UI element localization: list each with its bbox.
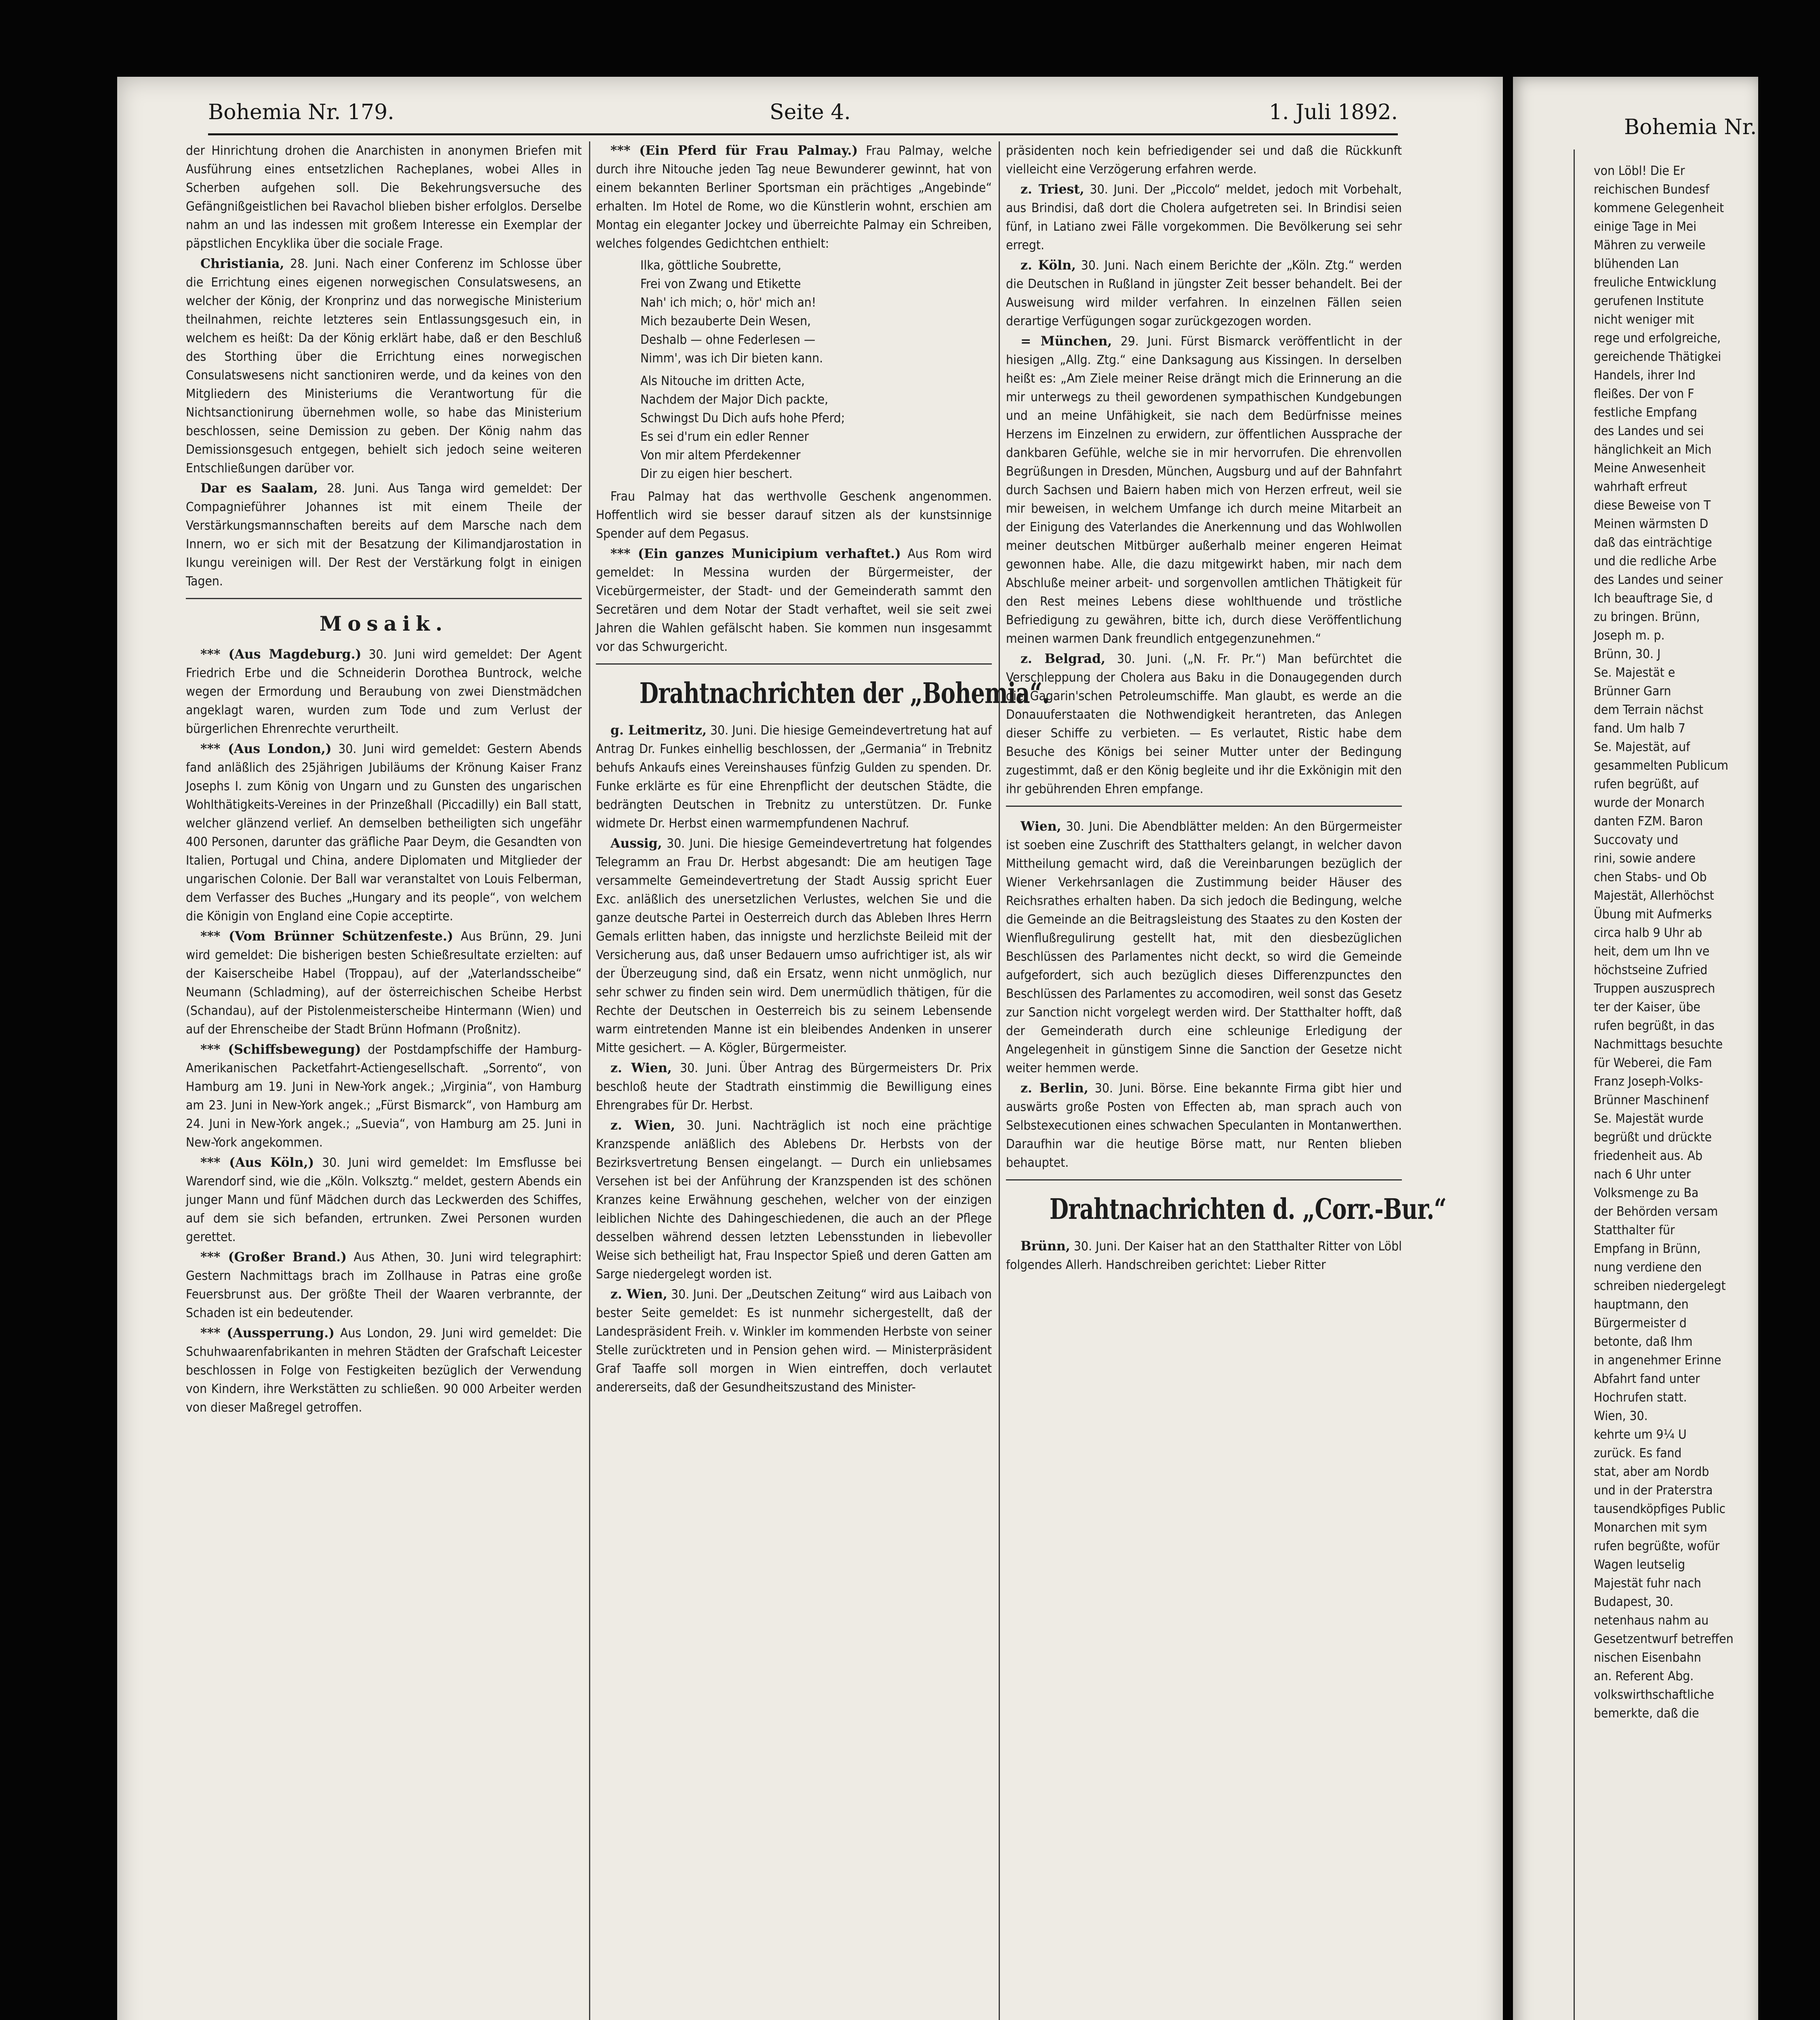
next-page-line: des Landes und seiner [1594,572,1723,587]
next-page-line: begrüßt und drückte [1594,1130,1712,1145]
next-page-line: Monarchen mit sym [1594,1520,1707,1535]
column-2 [596,141,1050,2020]
next-page-line: Wagen leutselig [1594,1557,1685,1572]
poem-line: Es sei d'rum ein edler Renner [640,429,809,444]
next-page-line: nung verdiene den [1594,1260,1702,1275]
telegram-continuation: präsidenten noch kein befriedigender sei und daß die Rückkunft vielleicht eine Verzögerung erfahren werde. [1006,143,1402,177]
poem-line: Ilka, göttliche Soubrette, [640,258,782,273]
masthead-rule [208,133,1398,135]
poem-line: Schwingst Du Dich aufs hohe Pferd; [640,411,845,425]
telegram-triest: z. Triest, 30. Juni. Der „Piccolo“ meldet, jedoch mit Vorbehalt, aus Brindisi, daß dort die Cholera aufgetreten sei. In Brindisi seien fünf, in Latiano zwei Fälle vorgekommen. Die Bevölkerung sei sehr erregt. [1006,182,1402,253]
poem-line: Nah' ich mich; o, hör' mich an! [640,295,816,310]
next-page-line: Franz Joseph-Volks- [1594,1074,1703,1089]
next-page-line: daß das einträchtige [1594,535,1712,550]
next-page-line: chen Stabs- und Ob [1594,870,1707,884]
section-heading-drahtnachrichten-corr-bur: Drahtnachrichten d. „Corr.-Bur.“ [1049,1192,1447,1226]
next-page-line: gesammelten Publicum [1594,758,1729,773]
next-page-line: Se. Majestät e [1594,665,1675,680]
next-page-line: bemerkte, daß die [1594,1706,1699,1721]
next-page-line: Brünner Garn [1594,684,1671,699]
next-page-line: dem Terrain nächst [1594,703,1704,717]
next-page-line: ter der Kaiser, übe [1594,1000,1700,1014]
next-page-line: stat, aber am Nordb [1594,1464,1709,1479]
article-dar-es-saalam: Dar es Saalam, 28. Juni. Aus Tanga wird gemeldet: Der Compagnieführer Johannes ist mit einem Theile der Verstärkungsmannschaften bereits auf dem Marsche nach dem Innern, wo er sich mit der Besatzung der Kilimandjarostation in Ikungu vereinigen will. Der Rest der Verstärkung folgt in einigen Tagen. [186,481,582,589]
next-page-line: friedenheit aus. Ab [1594,1149,1703,1163]
next-page-line: kehrte um 9¼ U [1594,1427,1687,1442]
next-page-line: tausendköpfiges Public [1594,1502,1726,1516]
next-page-line: zurück. Es fand [1594,1446,1682,1460]
next-page-column [1594,162,1820,2020]
item-aussperrung: *** (Aussperrung.) Aus London, 29. Juni wird gemeldet: Die Schuhwaarenfabrikanten in mehren Städten der Grafschaft Leicester beschlossen in Folge von Festigkeiten bezüglich der Verwendung von Kindern, ihre Werkstätten zu schließen. 90 000 Arbeiter werden von dieser Maßregel getroffen. [186,1326,582,1415]
item-grosser-brand: *** (Großer Brand.) Aus Athen, 30. Juni wird telegraphirt: Gestern Nachmittags brach im Zollhause in Patras eine große Feuersbrunst aus. Der größte Theil der Waaren verbrannte, der Schaden ist ein bedeutender. [186,1250,582,1320]
next-page-line: Übung mit Aufmerks [1594,907,1712,922]
item-schiffsbewegung: *** (Schiffsbewegung) der Postdampfschiffe der Hamburg-Amerikanischen Packetfahrt-Actiengesellschaft. „Sorrento“, von Hamburg am 19. Juni in New-York angek.; „Virginia“, von Hamburg am 23. Juni in New-York angek.; „Fürst Bismarck“, von Hamburg am 24. Juni in New-York angek.; „Suevia“, von Hamburg am 25. Juni in New-York angekommen. [186,1042,582,1150]
next-page-line: wahrhaft erfreut [1594,480,1687,494]
section-rule [596,663,992,665]
next-page-line: nach 6 Uhr unter [1594,1167,1691,1182]
next-page-line: schreiben niedergelegt [1594,1279,1726,1293]
next-page-line: und die redliche Arbe [1594,554,1717,568]
next-page-line: nicht weniger mit [1594,312,1694,327]
telegram-berlin: z. Berlin, 30. Juni. Börse. Eine bekannte Firma gibt hier und auswärts große Posten von Effecten ab, man sprach auch von Selbstexecutionen eines schwachen Speculanten in Montanwerthen. Daraufhin war die heutige Börse matt, nur Renten blieben behauptet. [1006,1081,1402,1170]
next-page-line: hauptmann, den [1594,1297,1689,1312]
next-page-line: Volksmenge zu Ba [1594,1186,1699,1200]
next-page-line: netenhaus nahm au [1594,1613,1709,1628]
next-page-line: des Landes und sei [1594,424,1704,438]
poem-line: Von mir altem Pferdekenner [640,448,801,463]
next-page-line: Statthalter für [1594,1223,1675,1237]
next-page-line: Bürgermeister d [1594,1316,1687,1330]
column-rule [589,141,590,2020]
next-page-line: rini, sowie andere [1594,851,1696,866]
poem-line: Nimm', was ich Dir bieten kann. [640,351,823,366]
next-page-line: Meine Anwesenheit [1594,461,1706,476]
next-page-line: Nachmittags besuchte [1594,1037,1723,1052]
next-page-line: freuliche Entwicklung [1594,275,1717,290]
telegram-aussig: Aussig, 30. Juni. Die hiesige Gemeindevertretung hat folgendes Telegramm an Frau Dr. Herbst abgesandt: Die am heutigen Tage versammelte Gemeindevertretung der Stadt Aussig spricht Euer Exc. anläßlich des unersetzlichen Verlustes, welchen Sie und die ganze deutsche Partei in Oesterreich durch das Ableben Ihres Herrn Gemals erlitten haben, das innigste und herzlichste Beileid mit der Versicherung aus, daß unser Bedauern umso aufrichtiger ist, als wir der Überzeugung sind, daß ein Ersatz, wenn nicht unmöglich, nur sehr schwer zu finden sein wird. Dem unermüdlich thätigen, für die Rechte der Deutschen in Oesterreich bis zu seinem Lebensende warm eintretenden Manne ist ein bleibendes Andenken in unserer Mitte gesichert. — A. Kögler, Bürgermeister. [596,836,992,1055]
telegram-wien: Wien, 30. Juni. Die Abendblätter melden: An den Bürgermeister ist soeben eine Zuschrift des Statthalters gelangt, in welcher davon Mittheilung gemacht wird, daß die Vereinbarungen bezüglich der Wiener Verkehrsanlagen die Zustimmung beider Häuser des Reichsrathes erhalten haben. Da sich jedoch die Bedingung, welche die Gemeinde an die Beitragsleistung des Staates zu den Kosten der Wienflußregulirung gestellt hat, mit den diesbezüglichen Beschlüssen des Parlamentes nicht deckt, so wird die Gemeinde aufgefordert, sich auch bezüglich dieses Differenzpunctes den Beschlüssen des Parlamentes zu accomodiren, weil sonst das Gesetz zur Sanction nicht vorgelegt werden wird. Der Statthalter hofft, daß der Gemeinderath durch eine schleunige Erledigung der Angelegenheit in günstigem Sinne die Sanction der Gesetze nicht weiter hemmen werde. [1006,819,1402,1075]
next-page-line: zu bringen. Brünn, [1594,610,1700,624]
next-page-line: Abfahrt fand unter [1594,1372,1700,1386]
next-page-line: Mähren zu verweile [1594,238,1706,253]
masthead [208,100,1398,133]
next-page-line: Budapest, 30. [1594,1595,1674,1609]
masthead-date: 1. Juli 1892. [1269,100,1398,124]
section-rule [1006,1179,1402,1180]
section-heading-drahtnachrichten-bohemia: Drahtnachrichten der „Bohemia“. [639,676,1050,710]
next-page-line: der Behörden versam [1594,1204,1718,1219]
next-page-line: rege und erfolgreiche, [1594,331,1721,345]
article-continuation: der Hinrichtung drohen die Anarchisten in anonymen Briefen mit Ausführung eines entsetzlichen Racheplanes, wobei Alles in Scherben aufgehen soll. Die Bekehrungsversuche des Gefängnißgeistlichen bei Ravachol blieben bisher erfolglos. Derselbe nahm an und las indessen mit großem Interesse ein Exemplar der päpstlichen Encyklika über die sociale Frage. [186,143,582,251]
next-page-line: heit, dem um Ihn ve [1594,944,1710,959]
telegram-wien-1: z. Wien, 30. Juni. Über Antrag des Bürgermeisters Dr. Prix beschloß heute der Stadtrath einstimmig die Bewilligung eines Ehrengrabes für Dr. Herbst. [596,1060,992,1113]
next-page-line: Succovaty und [1594,833,1679,847]
poem-line: Dir zu eigen hier beschert. [640,467,793,481]
next-page-line: Gesetzentwurf betreffen [1594,1632,1734,1646]
poem-line: Frei von Zwang und Etikette [640,277,801,291]
column-3 [1006,141,1447,2020]
next-page-line: Brünn, 30. J [1594,647,1661,661]
column-rule [999,141,1000,2020]
next-page-line: circa halb 9 Uhr ab [1594,926,1702,940]
article-christiania: Christiania, 28. Juni. Nach einer Conferenz im Schlosse über die Errichtung eines eigenen norwegischen Consulatswesens, an welcher der König, der Kronprinz und das norwegische Ministerium theilnahmen, reichte letzteres sein Entlassungsgesuch ein, in welchem es heißt: Da der König erklärt habe, daß er den Beschluß des Storthing über die Errichtung eines norwegischen Consulatswesens nicht sanctioniren werde, und da keines von den Mitgliedern des Ministeriums die Verantwortung für die Nichtsanctionirung übernehmen wolle, so habe das Ministerium beschlossen, seine Demission zu geben. Der König nahm das Demissionsgesuch entgegen, behielt sich jedoch seine weiteren Entschließungen darüber vor. [186,256,582,476]
next-page-line: danten FZM. Baron [1594,814,1703,829]
column-1 [186,141,582,2020]
next-page-line: wurde der Monarch [1594,795,1705,810]
next-page-line: betonte, daß Ihm [1594,1334,1693,1349]
next-page-line: nischen Eisenbahn [1594,1650,1701,1665]
next-page-line: an. Referent Abg. [1594,1669,1694,1683]
poem-stanza-2 [640,372,992,483]
next-page-line: rufen begrüßte, wofür [1594,1539,1720,1553]
next-page-line: gereichende Thätigkei [1594,349,1721,364]
dateline: Dar es Saalam, [200,481,318,496]
poem-line: Deshalb — ohne Federlesen — [640,332,816,347]
next-page-line: gerufenen Institute [1594,294,1704,308]
next-page-line: blühenden Lan [1594,257,1679,271]
next-page-masthead: Bohemia Nr. [1624,115,1757,139]
next-page-line: fleißes. Der von F [1594,387,1694,401]
next-page-line: diese Beweise von T [1594,498,1711,513]
poem-line: Mich bezauberte Dein Wesen, [640,314,811,328]
next-page-line: festliche Empfang [1594,405,1697,420]
newspaper-page [117,77,1503,2020]
next-page-line: Wien, 30. [1594,1409,1648,1423]
dateline: Christiania, [200,256,284,271]
next-page-line: Meinen wärmsten D [1594,517,1708,531]
item-magdeburg: *** (Aus Magdeburg.) 30. Juni wird gemeldet: Der Agent Friedrich Erbe und die Schneiderin Dorothea Buntrock, welche wegen der Ermordung und Beraubung von zwei Dienstmädchen angeklagt waren, wurden zum Tode und zum Verlust der bürgerlichen Ehrenrechte verurtheilt. [186,647,582,736]
next-page-edge [1513,77,1758,2020]
next-page-line: Se. Majestät, auf [1594,740,1690,754]
next-page-line: hänglichkeit an Mich [1594,442,1712,457]
next-page-line: Joseph m. p. [1594,628,1665,643]
next-page-line: für Weberei, die Fam [1594,1056,1712,1070]
next-page-line: höchstseine Zufried [1594,963,1708,977]
section-heading-mosaik: Mosaik. [319,612,448,635]
next-page-line: einige Tage in Mei [1594,219,1697,234]
next-page-line: von Löbl! Die Er [1594,164,1685,178]
item-london: *** (Aus London,) 30. Juni wird gemeldet: Gestern Abends fand anläßlich des 25jährigen Jubiläums der Krönung Kaiser Franz Josephs I. zum König von Ungarn und zu Gunsten des ungarischen Wohlthätigkeits-Vereines in der Prinzeßhall (Piccadilly) ein Ball statt, welcher glänzend verlief. An demselben betheiligten sich ungefähr 400 Personen, darunter das gräfliche Paar Deym, die Gesandten von Italien, Portugal und China, andere Diplomaten und Mitglieder der ungarischen Colonie. Der Ball war veranstaltet von Louis Felberman, dem Verfasser des Buches „Hungary and its people“, von welchem die Königin von England eine Copie acceptirte. [186,741,582,924]
poem-stanza-1 [640,256,992,368]
item-municipium: *** (Ein ganzes Municipium verhaftet.) Aus Rom wird gemeldet: In Messina wurden der Bürgermeister, der Vicebürgermeister, der Stadt- und der Gemeinderath sammt den Secretären und dem Notar der Stadt verhaftet, weil sie seit zwei Jahren die Wahlen gefälscht haben. Sie kommen nun insgesammt vor das Schwurgericht. [596,546,992,654]
telegram-muenchen: = München, 29. Juni. Fürst Bismarck veröffentlicht in der hiesigen „Allg. Ztg.“ eine Danksagung aus Kissingen. In derselben heißt es: „Am Ziele meiner Reise drängt mich die Erinnerung an die mir unterwegs zu theil gewordenen sympathischen Kundgebungen und an meine Unfähigkeit, sie nach dem Bedürfnisse meines Herzens im Einzelnen zu erwidern, zur öffentlichen Aussprache der dankbaren Gefühle, welche sie in mir hervorrufen. Die ehrenvollen Begrüßungen in Dresden, München, Augsburg und auf der Bahnfahrt durch Sachsen und Baiern haben mich von Herzen erfreut, weil sie mir beweisen, in welchem Umfange ich durch meine Mitarbeit an der Einigung des Vaterlandes die Anerkennung und das Wohlwollen meiner deutschen Mitbürger außerhalb meiner engeren Heimat gewonnen habe. Alle, die dazu mitgewirkt haben, mir nach dem Abschluße meiner arbeit- und sorgenvollen amtlichen Thätigkeit für den Rest meines Lebens diese wohlthuende und tröstliche Befriedigung zu gewähren, bitte ich, durch diese Veröffentlichung meinen warmen Dank freundlich entgegenzunehmen.“ [1006,334,1402,646]
next-page-line: Ich beauftrage Sie, d [1594,591,1713,606]
next-page-line: rufen begrüßt, auf [1594,777,1699,791]
next-page-line: kommene Gelegenheit [1594,201,1724,215]
item-schuetzenfest: *** (Vom Brünner Schützenfeste.) Aus Brünn, 29. Juni wird gemeldet: Die bisherigen besten Schießresultate erzielten: auf der Kaiserscheibe Habel (Troppau), auf der „Vaterlandsscheibe“ Neumann (Schladming), auf der österreichischen Scheibe Herbst (Schandau), auf der Pistolenmeisterscheibe Hintermann (Wien) und auf der Ehrenscheibe der Stadt Brünn Hofmann (Proßnitz). [186,929,582,1037]
next-page-line: Hochrufen statt. [1594,1390,1687,1405]
telegram-bruenn: Brünn, 30. Juni. Der Kaiser hat an den Statthalter Ritter von Löbl folgendes Allerh. Handschreiben gerichtet: Lieber Ritter [1006,1239,1402,1272]
next-page-line: Truppen auszusprech [1594,981,1715,996]
next-page-line: Brünner Maschinenf [1594,1093,1709,1107]
next-page-line: Se. Majestät wurde [1594,1111,1704,1126]
next-page-line: Empfang in Brünn, [1594,1241,1701,1256]
telegram-leitmeritz: g. Leitmeritz, 30. Juni. Die hiesige Gemeindevertretung hat auf Antrag Dr. Funkes einhellig beschlossen, der „Germania“ in Trebnitz behufs Ankaufs eines Vereinshauses fünfzig Gulden zu spenden. Dr. Funke erklärte es für eine Ehrenpflicht der deutschen Städte, die bedrängten Deutschen in Trebnitz zu unterstützen. Dr. Funke widmete Dr. Herbst einen warmempfundenen Nachruf. [596,723,992,831]
item-koeln: *** (Aus Köln,) 30. Juni wird gemeldet: Im Emsflusse bei Warendorf sind, wie die „Köln. Volksztg.“ meldet, gestern Abends ein junger Mann und fünf Mädchen durch das Leckwerden des Schiffes, auf dem sie sich befanden, ertrunken. Zwei Personen wurden gerettet. [186,1155,582,1244]
section-rule [186,598,582,599]
next-page-line: fand. Um halb 7 [1594,721,1685,736]
poem-line: Als Nitouche im dritten Acte, [640,374,805,388]
next-page-line: und in der Praterstra [1594,1483,1713,1498]
telegram-wien-2: z. Wien, 30. Juni. Nachträglich ist noch eine prächtige Kranzspende anläßlich des Ablebens Dr. Herbsts von der Bezirksvertretung Bensen eingelangt. — Durch ein unliebsames Versehen ist bei der Anführung der Kranzspenden ist des schönen Kranzes keine Erwähnung geschehen, welcher von der einzigen leiblichen Nichte des Dahingeschiedenen, die auch an der Pflege desselben während dessen letzten Lebensstunden in liebevoller Weise sich betheiligt hat, Frau Inspector Spieß und deren Gatten am Sarge niedergelegt worden ist. [596,1118,992,1281]
item-palmay-end: Frau Palmay hat das werthvolle Geschenk angenommen. Hoffentlich wird sie besser darauf sitzen als der kunstsinnige Spender auf dem Pegasus. [596,489,992,541]
next-page-line: volkswirthschaftliche [1594,1688,1714,1702]
telegram-koeln: z. Köln, 30. Juni. Nach einem Berichte der „Köln. Ztg.“ werden die Deutschen in Rußland in jüngster Zeit besser behandelt. Bei der Ausweisung wird milder verfahren. In einzelnen Fällen seien derartige Verfügungen sogar zurückgezogen worden. [1006,258,1402,328]
column-rule [1574,149,1575,2020]
telegram-belgrad: z. Belgrad, 30. Juni. („N. Fr. Pr.“) Man befürchtet die Verschleppung der Cholera aus Baku in die Donaugegenden durch die Gagarin'schen Petroleumschiffe. Man glaubt, es werde an die Donauuferstaaten die Nothwendigkeit herantreten, das Anlegen dieser Schiffe zu verbieten. — Es verlautet, Ristic habe dem Besuche des Königs bei seiner Mutter unter der Bedingung zugestimmt, daß er den König begleite und ihr die Exkönigin mit den ihr gebührenden Ehren empfange. [1006,651,1402,796]
next-page-line: reichischen Bundesf [1594,182,1709,197]
section-rule [1006,806,1402,807]
masthead-paper-number: Bohemia Nr. 179. [208,100,394,124]
next-page-line: in angenehmer Erinne [1594,1353,1721,1368]
item-palmay: *** (Ein Pferd für Frau Palmay.) Frau Palmay, welche durch ihre Nitouche jeden Tag neue Bewunderer gewinnt, hat von einem bekannten Berliner Sportsman ein prächtiges „Angebinde“ erhalten. Im Hotel de Rome, wo die Künstlerin wohnt, erschien am Montag ein eleganter Jockey und überreichte Palmay ein Schreiben, welches folgendes Gedichtchen enthielt: [596,143,992,251]
next-page-line: Majestät fuhr nach [1594,1576,1701,1591]
next-page-line: rufen begrüßt, in das [1594,1018,1715,1033]
telegram-wien-3: z. Wien, 30. Juni. Der „Deutschen Zeitung“ wird aus Laibach von bester Seite gemeldet: Es ist nunmehr sichergestellt, daß der Landespräsident Freih. v. Winkler im kommenden Herbste von seiner Stelle zurücktreten und in Pension gehen wird. — Ministerpräsident Graf Taaffe soll morgen in Wien eintreffen, doch verlautet andererseits, daß der Gesundheitszustand des Minister- [596,1287,992,1395]
next-page-line: Majestät, Allerhöchst [1594,888,1714,903]
next-page-line: Handels, ihrer Ind [1594,368,1696,383]
poem-line: Nachdem der Major Dich packte, [640,392,829,407]
masthead-page-number: Seite 4. [770,100,851,124]
